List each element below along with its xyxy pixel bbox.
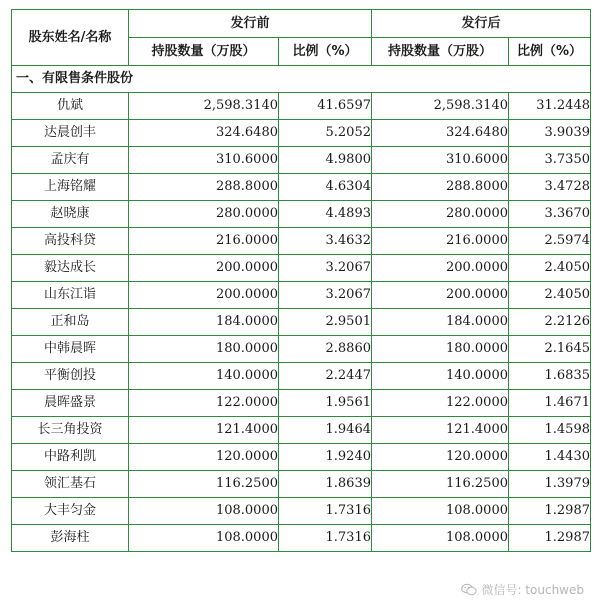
before-ratio-cell: 2.8860 xyxy=(279,336,372,363)
before-ratio-cell: 2.9501 xyxy=(279,309,372,336)
before-shares-cell: 120.0000 xyxy=(129,444,279,471)
after-shares-cell: 2,598.3140 xyxy=(372,93,509,120)
after-shares-cell: 108.0000 xyxy=(372,525,509,552)
header-before-shares: 持股数量（万股） xyxy=(129,38,279,66)
before-shares-cell: 200.0000 xyxy=(129,255,279,282)
shareholder-name-cell: 孟庆有 xyxy=(12,147,129,174)
table-row xyxy=(12,471,591,498)
after-shares-cell: 216.0000 xyxy=(372,228,509,255)
after-ratio-cell: 2.4050 xyxy=(509,282,591,309)
before-ratio-cell: 1.8639 xyxy=(279,471,372,498)
before-ratio-cell: 1.9464 xyxy=(279,417,372,444)
section-title: 一、有限售条件股份 xyxy=(12,66,591,93)
after-shares-cell: 184.0000 xyxy=(372,309,509,336)
shareholder-name-cell: 平衡创投 xyxy=(12,363,129,390)
after-shares-cell: 200.0000 xyxy=(372,282,509,309)
shareholder-name-cell: 晨晖盛景 xyxy=(12,390,129,417)
before-shares-cell: 108.0000 xyxy=(129,498,279,525)
after-ratio-cell: 2.5974 xyxy=(509,228,591,255)
before-ratio-cell: 4.6304 xyxy=(279,174,372,201)
section-row xyxy=(12,66,591,93)
watermark xyxy=(461,581,584,598)
after-shares-cell: 116.2500 xyxy=(372,471,509,498)
table-row xyxy=(12,444,591,471)
before-ratio-cell: 4.4893 xyxy=(279,201,372,228)
before-ratio-cell: 4.9800 xyxy=(279,147,372,174)
header-before-ratio: 比例（%） xyxy=(279,38,372,66)
after-ratio-cell: 2.1645 xyxy=(509,336,591,363)
after-shares-cell: 120.0000 xyxy=(372,444,509,471)
after-shares-cell: 324.6480 xyxy=(372,120,509,147)
before-ratio-cell: 5.2052 xyxy=(279,120,372,147)
table-row xyxy=(12,174,591,201)
shareholder-name-cell: 中路利凯 xyxy=(12,444,129,471)
after-shares-cell: 180.0000 xyxy=(372,336,509,363)
table-row xyxy=(12,255,591,282)
before-shares-cell: 2,598.3140 xyxy=(129,93,279,120)
before-ratio-cell: 2.2447 xyxy=(279,363,372,390)
before-shares-cell: 200.0000 xyxy=(129,282,279,309)
before-shares-cell: 216.0000 xyxy=(129,228,279,255)
table-row xyxy=(12,498,591,525)
header-after-issuance: 发行后 xyxy=(372,10,591,38)
after-ratio-cell: 1.3979 xyxy=(509,471,591,498)
table-row xyxy=(12,417,591,444)
shareholder-name-cell: 山东江诣 xyxy=(12,282,129,309)
shareholder-name-cell: 达晨创丰 xyxy=(12,120,129,147)
shareholder-name-cell: 高投科贷 xyxy=(12,228,129,255)
shareholder-name-cell: 毅达成长 xyxy=(12,255,129,282)
shareholder-name-cell: 领汇基石 xyxy=(12,471,129,498)
after-ratio-cell: 3.3670 xyxy=(509,201,591,228)
shareholder-name-cell: 长三角投资 xyxy=(12,417,129,444)
before-ratio-cell: 1.9240 xyxy=(279,444,372,471)
before-shares-cell: 324.6480 xyxy=(129,120,279,147)
table-row xyxy=(12,147,591,174)
shareholder-name-cell: 中韩晨晖 xyxy=(12,336,129,363)
before-ratio-cell: 1.7316 xyxy=(279,498,372,525)
shareholder-name-cell: 大丰匀金 xyxy=(12,498,129,525)
before-ratio-cell: 41.6597 xyxy=(279,93,372,120)
shareholding-table xyxy=(11,9,591,552)
before-shares-cell: 122.0000 xyxy=(129,390,279,417)
table-row xyxy=(12,309,591,336)
table-row xyxy=(12,363,591,390)
after-ratio-cell: 3.4728 xyxy=(509,174,591,201)
after-shares-cell: 288.8000 xyxy=(372,174,509,201)
after-ratio-cell: 2.2126 xyxy=(509,309,591,336)
after-shares-cell: 140.0000 xyxy=(372,363,509,390)
before-shares-cell: 280.0000 xyxy=(129,201,279,228)
after-ratio-cell: 1.4671 xyxy=(509,390,591,417)
before-shares-cell: 140.0000 xyxy=(129,363,279,390)
table-row xyxy=(12,120,591,147)
before-ratio-cell: 3.2067 xyxy=(279,282,372,309)
before-shares-cell: 121.4000 xyxy=(129,417,279,444)
watermark-text: 微信号: touchweb xyxy=(481,583,584,597)
before-shares-cell: 184.0000 xyxy=(129,309,279,336)
shareholder-name-cell: 上海铭耀 xyxy=(12,174,129,201)
table-row xyxy=(12,282,591,309)
after-ratio-cell: 2.4050 xyxy=(509,255,591,282)
header-after-ratio: 比例（%） xyxy=(509,38,591,66)
wechat-icon xyxy=(461,583,477,596)
before-ratio-cell: 3.2067 xyxy=(279,255,372,282)
table-row xyxy=(12,336,591,363)
after-shares-cell: 108.0000 xyxy=(372,498,509,525)
before-ratio-cell: 3.4632 xyxy=(279,228,372,255)
table-row xyxy=(12,201,591,228)
after-ratio-cell: 3.7350 xyxy=(509,147,591,174)
before-ratio-cell: 1.9561 xyxy=(279,390,372,417)
after-shares-cell: 122.0000 xyxy=(372,390,509,417)
table-row xyxy=(12,525,591,552)
after-shares-cell: 121.4000 xyxy=(372,417,509,444)
table-row xyxy=(12,390,591,417)
shareholder-name-cell: 赵晓康 xyxy=(12,201,129,228)
shareholder-name-cell: 彭海柱 xyxy=(12,525,129,552)
before-ratio-cell: 1.7316 xyxy=(279,525,372,552)
after-ratio-cell: 1.2987 xyxy=(509,525,591,552)
after-ratio-cell: 3.9039 xyxy=(509,120,591,147)
table-row xyxy=(12,228,591,255)
before-shares-cell: 180.0000 xyxy=(129,336,279,363)
after-ratio-cell: 31.2448 xyxy=(509,93,591,120)
after-ratio-cell: 1.6835 xyxy=(509,363,591,390)
after-shares-cell: 200.0000 xyxy=(372,255,509,282)
after-shares-cell: 310.6000 xyxy=(372,147,509,174)
before-shares-cell: 288.8000 xyxy=(129,174,279,201)
header-after-shares: 持股数量（万股） xyxy=(372,38,509,66)
header-before-issuance: 发行前 xyxy=(129,10,372,38)
before-shares-cell: 310.6000 xyxy=(129,147,279,174)
after-ratio-cell: 1.2987 xyxy=(509,498,591,525)
table-row xyxy=(12,93,591,120)
shareholder-name-cell: 正和岛 xyxy=(12,309,129,336)
header-shareholder-name: 股东姓名/名称 xyxy=(12,10,129,66)
before-shares-cell: 116.2500 xyxy=(129,471,279,498)
before-shares-cell: 108.0000 xyxy=(129,525,279,552)
after-ratio-cell: 1.4430 xyxy=(509,444,591,471)
shareholder-name-cell: 仇斌 xyxy=(12,93,129,120)
after-shares-cell: 280.0000 xyxy=(372,201,509,228)
after-ratio-cell: 1.4598 xyxy=(509,417,591,444)
